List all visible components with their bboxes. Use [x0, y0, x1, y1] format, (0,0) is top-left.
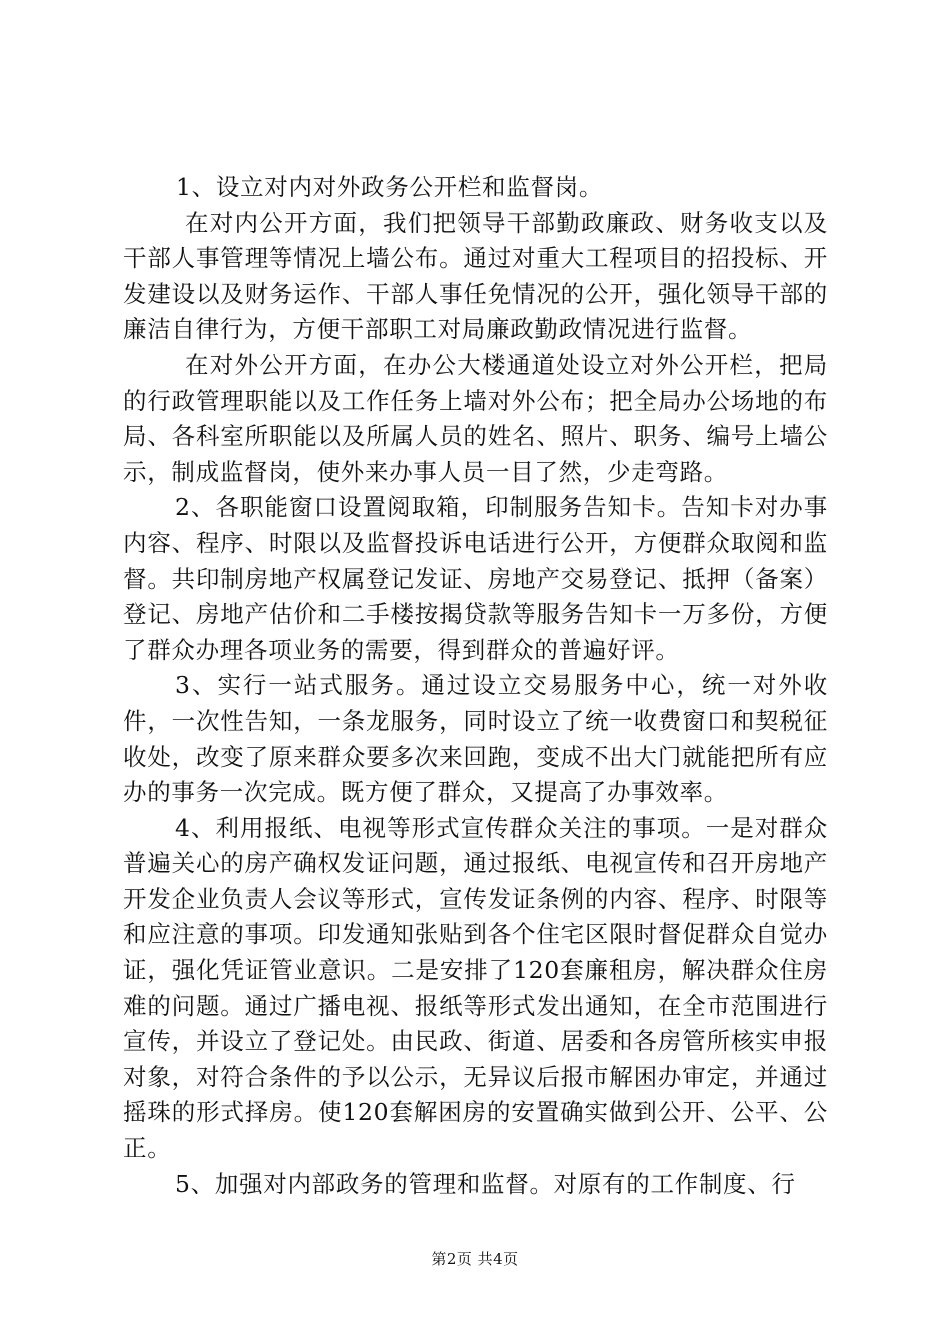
paragraph-item-3: 3、实行一站式服务。通过设立交易服务中心，统一对外收件，一次性告知，一条龙服务，同时设立了统一收费窗口和契税征收处，改变了原来群众要多次来回跑，变成不出大门就能把所有应办的事务一次完成。既方便了群众，又提高了办事效率。 [123, 671, 828, 807]
page-number-footer: 第2页 共4页 [431, 1250, 519, 1268]
paragraph-external-disclosure: 在对外公开方面，在办公大楼通道处设立对外公开栏，把局的行政管理职能以及工作任务上墙对外公布；把全局办公场地的布局、各科室所职能以及所属人员的姓名、照片、职务、编号上墙公示，制成监督岗，使外来办事人员一目了然，少走弯路。 [123, 350, 828, 486]
paragraph-item-1-heading: 1、设立对内对外政务公开栏和监督岗。 [176, 173, 604, 201]
paragraph-item-5: 5、加强对内部政务的管理和监督。对原有的工作制度、行 [175, 1169, 796, 1198]
document-body [123, 170, 828, 1202]
paragraph-item-2: 2、各职能窗口设置阅取箱，印制服务告知卡。告知卡对办事内容、程序、时限以及监督投诉电话进行公开，方便群众取阅和监督。共印制房地产权属登记发证、房地产交易登记、抵押（备案）登记、房地产估价和二手楼按揭贷款等服务告知卡一万多份，方便了群众办理各项业务的需要，得到群众的普遍好评。 [123, 493, 828, 664]
paragraph-internal-disclosure: 在对内公开方面，我们把领导干部勤政廉政、财务收支以及干部人事管理等情况上墙公布。通过对重大工程项目的招投标、开发建设以及财务运作、干部人事任免情况的公开，强化领导干部的廉洁自律行为，方便干部职工对局廉政勤政情况进行监督。 [123, 208, 828, 344]
paragraph-item-4: 4、利用报纸、电视等形式宣传群众关注的事项。一是对群众普遍关心的房产确权发证问题，通过报纸、电视宣传和召开房地产开发企业负责人会议等形式，宣传发证条例的内容、程序、时限等和应注意的事项。印发通知张贴到各个住宅区限时督促群众自觉办证，强化凭证管业意识。二是安排了120套廉租房，解决群众住房难的问题。通过广播电视、报纸等形式发出通知，在全市范围进行宣传，并设立了登记处。由民政、街道、居委和各房管所核实申报对象，对符合条件的予以公示，无异议后报市解困办审定，并通过摇珠的形式择房。使120套解困房的安置确实做到公开、公平、公正。 [123, 813, 828, 1163]
